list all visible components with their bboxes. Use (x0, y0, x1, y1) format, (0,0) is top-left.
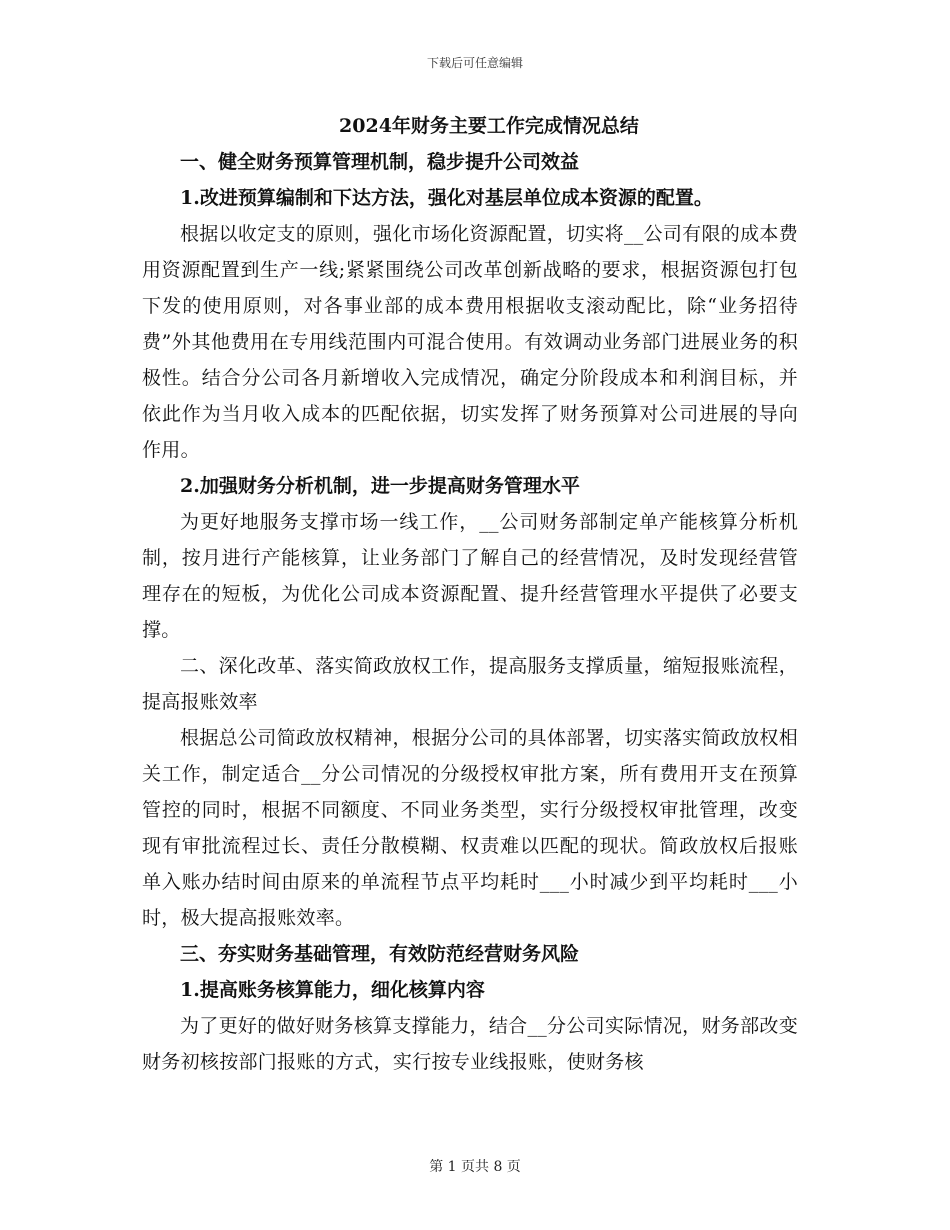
section-1-sub-2-heading: 2.加强财务分析机制，进一步提高财务管理水平 (180, 475, 580, 497)
document-title: 2024年财务主要工作完成情况总结 (339, 115, 639, 137)
section-2-paragraph: 根据总公司简政放权精神，根据分公司的具体部署，切实落实简政放权相关工作，制定适合__分公司情况的分级授权审批方案，所有费用开支在预算管控的同时，根据不同额度、不同业务类型，实行分级授权审批管理，改变现有审批流程过长、责任分散模糊、权责难以匹配的现状。简政放权后报账单入账办结时间由原来的单流程节点平均耗时___小时减少到平均耗时___小时，极大提高报账效率。 (142, 727, 798, 929)
section-3-heading: 三、夯实财务基础管理，有效防范经营财务风险 (180, 943, 580, 965)
section-1-sub-1-heading: 1.改进预算编制和下达方法，强化对基层单位成本资源的配置。 (180, 187, 713, 209)
page-number: 第 1 页共 8 页 (429, 1159, 521, 1175)
section-2-heading: 二、深化改革、落实简政放权工作，提高服务支撑质量，缩短报账流程，提高报账效率 (142, 655, 798, 713)
section-1-sub-1-paragraph: 根据以收定支的原则，强化市场化资源配置，切实将__公司有限的成本费用资源配置到生产一线;紧紧围绕公司改革创新战略的要求，根据资源包打包下发的使用原则，对各事业部的成本费用根据收支滚动配比，除“业务招待费”外其他费用在专用线范围内可混合使用。有效调动业务部门进展业务的积极性。结合分公司各月新增收入完成情况，确定分阶段成本和利润目标，并依此作为当月收入成本的匹配依据，切实发挥了财务预算对公司进展的导向作用。 (142, 223, 798, 461)
header-note: 下载后可任意编辑 (426, 56, 523, 70)
section-3-sub-1-paragraph: 为了更好的做好财务核算支撑能力，结合__分公司实际情况，财务部改变财务初核按部门报账的方式，实行按专业线报账，使财务核 (142, 1015, 798, 1073)
section-1-sub-2-paragraph: 为更好地服务支撑市场一线工作，__公司财务部制定单产能核算分析机制，按月进行产能核算，让业务部门了解自己的经营情况，及时发现经营管理存在的短板，为优化公司成本资源配置、提升经营管理水平提供了必要支撑。 (142, 511, 798, 641)
document-body (142, 108, 798, 1080)
section-1-heading: 一、健全财务预算管理机制，稳步提升公司效益 (180, 151, 580, 173)
section-3-sub-1-heading: 1.提高账务核算能力，细化核算内容 (180, 979, 485, 1001)
